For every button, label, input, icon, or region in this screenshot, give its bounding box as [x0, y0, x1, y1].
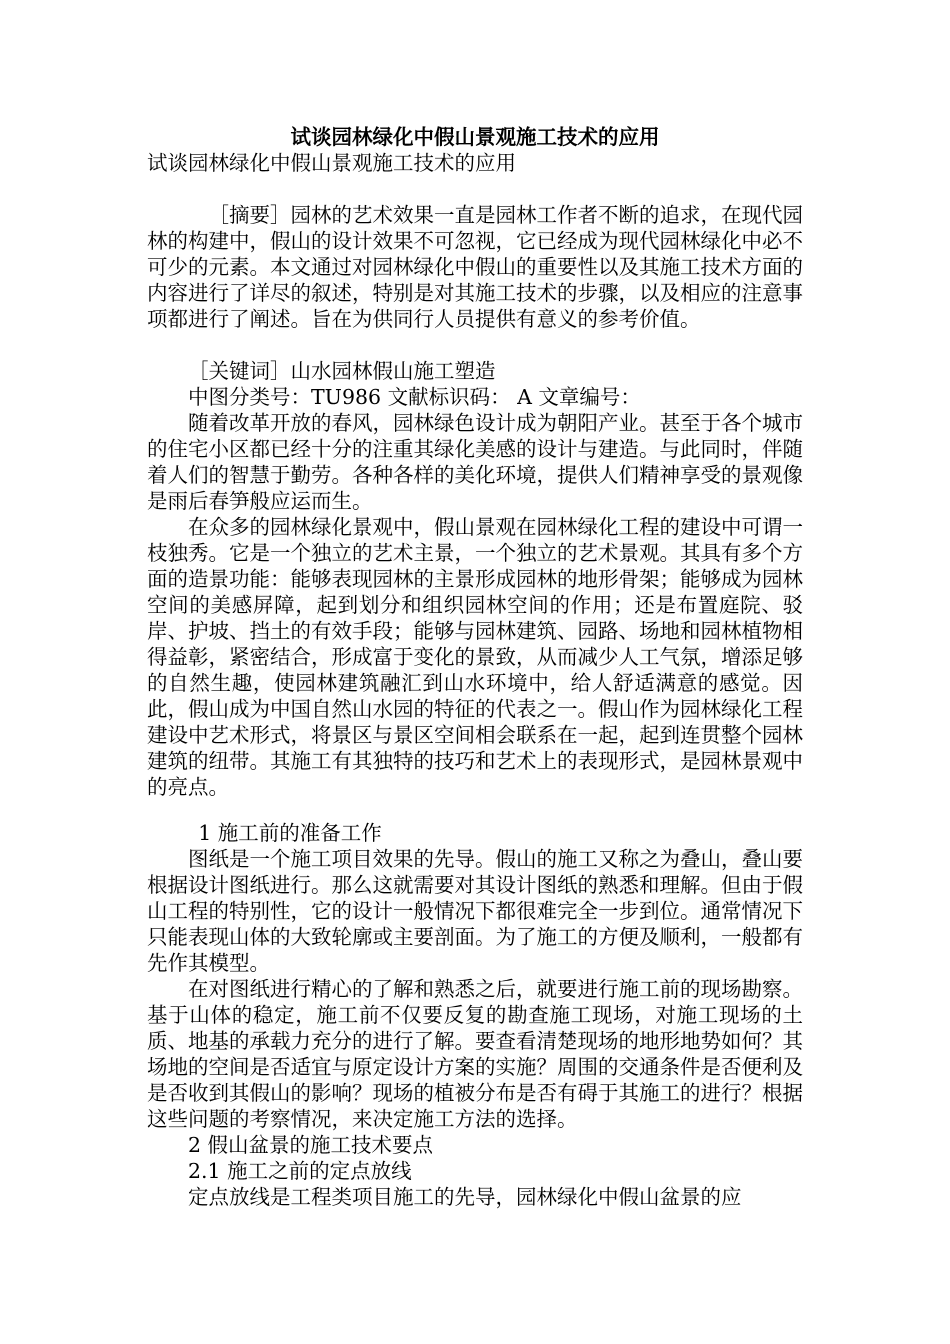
section1-paragraph: 图纸是一个施工项目效果的先导。假山的施工又称之为叠山，叠山要根据设计图纸进行。那么这就需要对其设计图纸的熟悉和理解。但由于假山工程的特别性，它的设计一般情况下都很难完全一步到位。通常情况下只能表现山体的大致轮廓或主要剖面。为了施工的方便及顺利，一般都有先作其模型。 [147, 847, 803, 975]
document-title: 试谈园林绿化中假山景观施工技术的应用 [290, 125, 660, 149]
spacer [147, 332, 803, 358]
section1-paragraph: 在对图纸进行精心的了解和熟悉之后，就要进行施工前的现场勘察。基于山体的稳定，施工前不仅要反复的勘查施工现场，对施工现场的土质、地基的承载力充分的进行了解。要查看清楚现场的地形地势如何？其场地的空间是否适宜与原定设计方案的实施？周围的交通条件是否便利及是否收到其假山的影响？现场的植被分布是否有碍于其施工的进行？根据这些问题的考察情况，来决定施工方法的选择。 [147, 977, 803, 1131]
intro-paragraph: 在众多的园林绿化景观中，假山景观在园林绿化工程的建设中可谓一枝独秀。它是一个独立的艺术主景，一个独立的艺术景观。其具有多个方面的造景功能：能够表现园林的主景形成园林的地形骨架；能够成为园林空间的美感屏障，起到划分和组织园林空间的作用；还是布置庭院、驳岸、护坡、挡土的有效手段；能够与园林建筑、园路、场地和园林植物相得益彰，紧密结合，形成富于变化的景致，从而减少人工气氛，增添足够的自然生趣，使园林建筑融汇到山水环境中，给人舒适满意的感觉。因此，假山成为中国自然山水园的特征的代表之一。假山作为园林绿化工程建设中艺术形式，将景区与景区空间相会联系在一起，起到连贯整个园林建筑的纽带。其施工有其独特的技巧和艺术上的表现形式，是园林景观中的亮点。 [147, 515, 803, 799]
intro-paragraph: 随着改革开放的春风，园林绿色设计成为朝阳产业。甚至于各个城市的住宅小区都已经十分的注重其绿化美感的设计与建造。与此同时，伴随着人们的智慧于勤劳。各种各样的美化环境，提供人们精神享受的景观像是雨后春笋般应运而生。 [147, 411, 803, 513]
spacer [147, 800, 803, 820]
section-heading-1: 1 施工前的准备工作 [198, 821, 382, 845]
section-heading-2-1: 2.1 施工之前的定点放线 [188, 1159, 412, 1183]
classification-line: 中图分类号：TU986 文献标识码： A 文章编号： [188, 385, 641, 409]
section2-1-paragraph: 定点放线是工程类项目施工的先导，园林绿化中假山盆景的应 [188, 1185, 742, 1209]
document-subtitle: 试谈园林绿化中假山景观施工技术的应用 [147, 151, 516, 175]
document-body [147, 124, 803, 1210]
section-heading-2: 2 假山盆景的施工技术要点 [188, 1133, 434, 1157]
abstract-paragraph: ［摘要］园林的艺术效果一直是园林工作者不断的追求，在现代园林的构建中，假山的设计效果不可忽视，它已经成为现代园林绿化中必不可少的元素。本文通过对园林绿化中假山的重要性以及其施工技术方面的内容进行了详尽的叙述，特别是对其施工技术的步骤，以及相应的注意事项都进行了阐述。旨在为供同行人员提供有意义的参考价值。 [147, 203, 803, 331]
keywords-line: ［关键词］山水园林假山施工塑造 [188, 359, 496, 383]
spacer [147, 176, 803, 202]
